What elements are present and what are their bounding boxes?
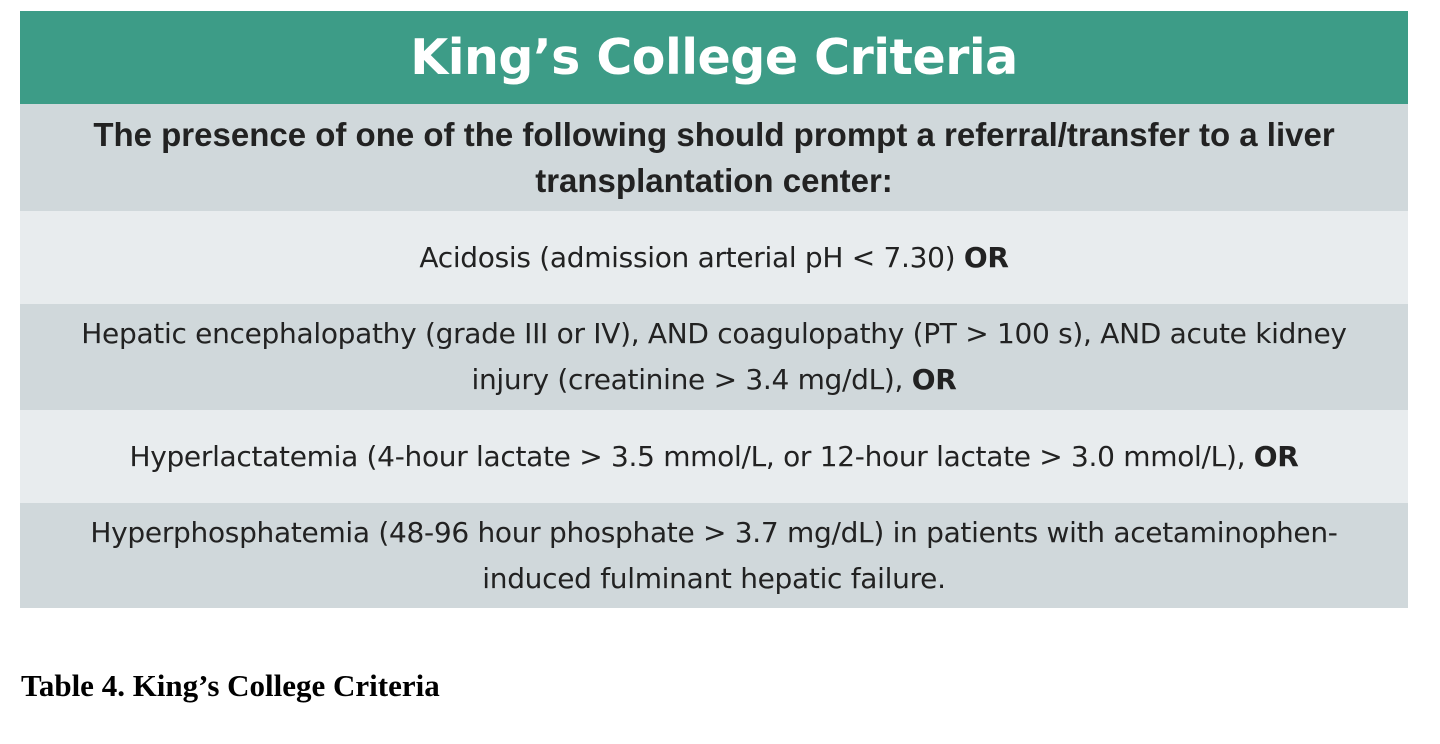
- criterion-row-acidosis: [20, 211, 1408, 304]
- criterion-text: Hyperlactatemia (4-hour lactate > 3.5 mmol/L, or 12-hour lactate > 3.0 mmol/L),: [129, 439, 1254, 473]
- criterion-text: Hepatic encephalopathy (grade III or IV), AND coagulopathy (PT > 100 s), AND acute kidney injury (creatinine > 3.4 mg/dL),: [81, 317, 1347, 396]
- table-caption: Table 4. King’s College Criteria: [21, 668, 440, 703]
- criteria-table: [20, 11, 1408, 608]
- criterion-row-encephalopathy: [20, 304, 1408, 410]
- table-title-banner: [20, 11, 1408, 104]
- criterion-connector: OR: [1253, 439, 1299, 473]
- criterion-row-hyperphosphatemia: [20, 503, 1408, 608]
- intro-text: The presence of one of the following should prompt a referral/transfer to a liver transplantation center:: [93, 115, 1335, 199]
- criterion-connector: OR: [963, 240, 1009, 274]
- criterion-text: Acidosis (admission arterial pH < 7.30): [419, 240, 964, 274]
- criterion-connector: OR: [911, 363, 957, 396]
- table-title: King’s College Criteria: [410, 29, 1018, 86]
- criterion-text: Hyperphosphatemia (48-96 hour phosphate > 3.7 mg/dL) in patients with acetaminophen-induced fulminant hepatic failure.: [90, 515, 1338, 595]
- table-intro: [20, 104, 1408, 211]
- criterion-row-hyperlactatemia: [20, 410, 1408, 503]
